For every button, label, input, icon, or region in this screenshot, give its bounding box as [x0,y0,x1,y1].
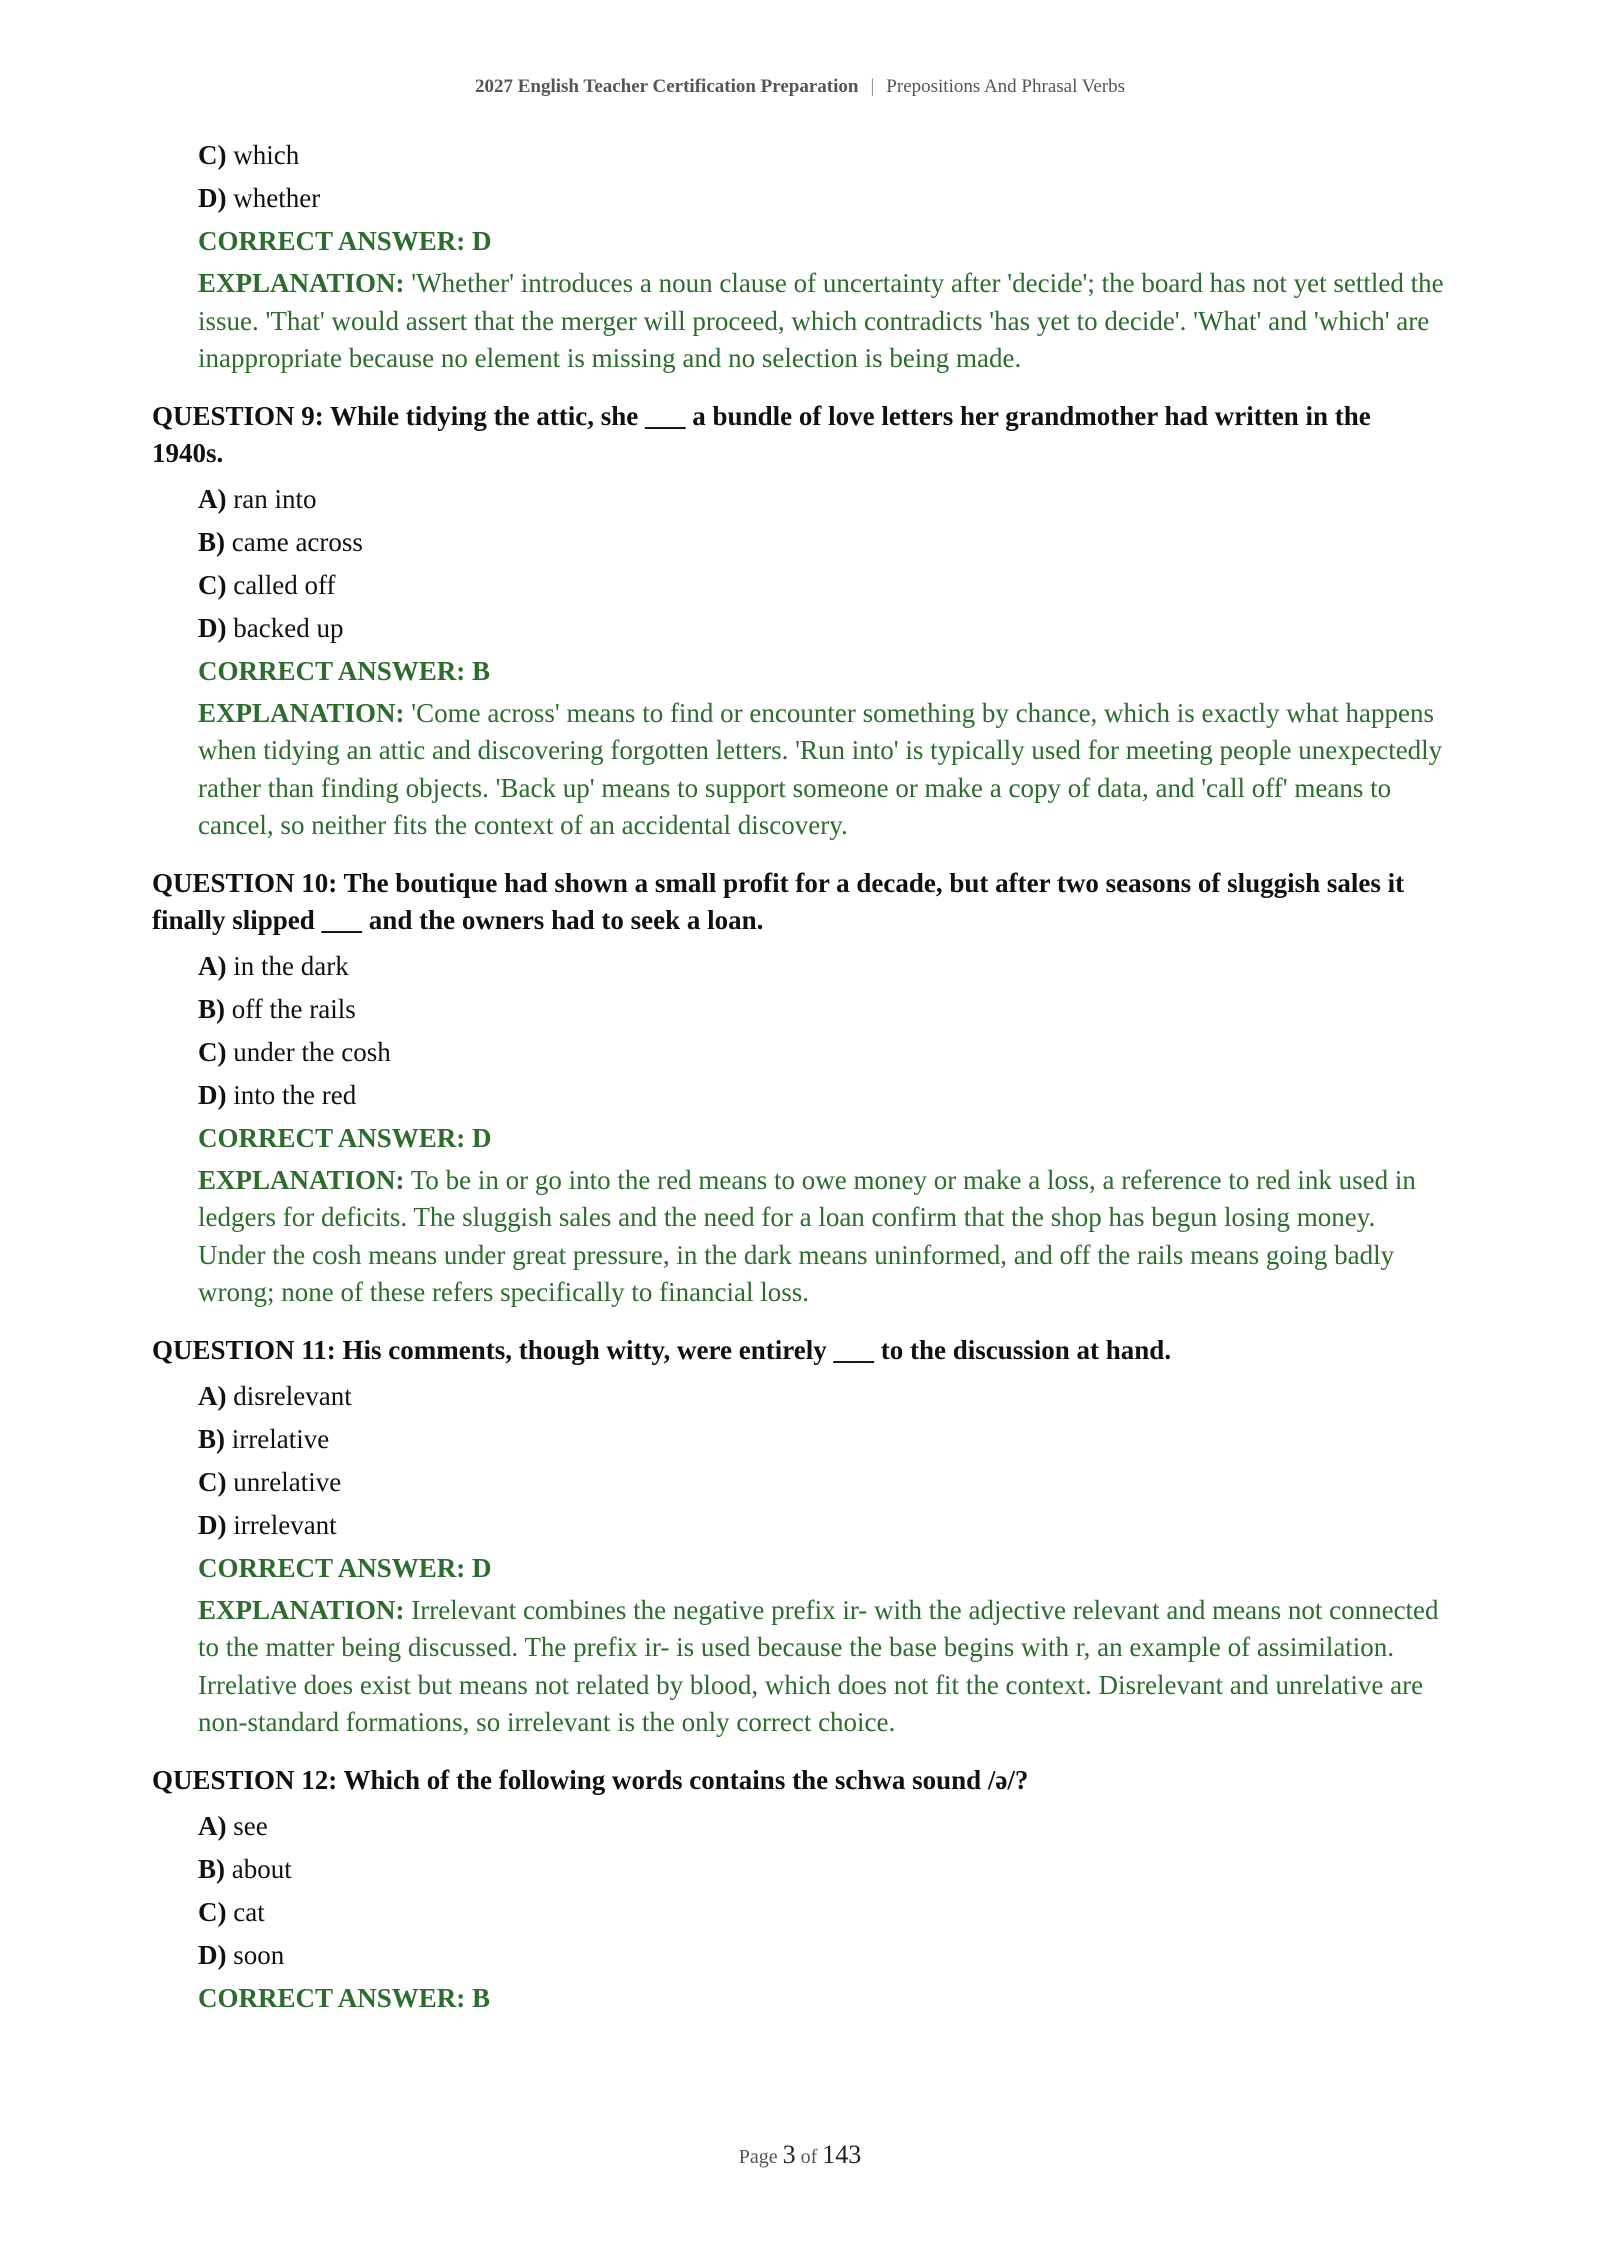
question-12: QUESTION 12: Which of the following words contains the schwa sound /ə/? [152,1764,1029,1795]
option-letter: A) [198,1380,227,1411]
option-text: called off [233,569,336,600]
question-11-options [198,1375,1448,1547]
explanation [198,695,1448,845]
option-text: irrelevant [233,1509,337,1540]
correct-answer: CORRECT ANSWER: D [198,1122,492,1153]
explanation [198,265,1448,378]
header-section: Prepositions And Phrasal Verbs [886,76,1126,97]
option-c [198,1891,1448,1934]
explanation-label: EXPLANATION: [198,1164,405,1195]
explanation-label: EXPLANATION: [198,268,405,298]
footer-total-pages: 143 [822,2140,862,2169]
option-letter: A) [198,483,227,514]
page-content [152,134,1448,2020]
option-letter: C) [198,1466,227,1497]
page-header [0,76,1600,98]
explanation-text: 'Come across' means to find or encounter something by chance, which is exactly what happens when tidying an attic and discovering forgotten letters. 'Run into' is typically used for meeting people unexpectedly rather than finding objects. 'Back up' means to support someone or make a copy of data, and 'call off' means to cancel, so neither fits the context of an accidental discovery. [198,697,1443,840]
footer-page-word: Page [738,2146,778,2168]
option-c [198,1461,1448,1504]
header-title: 2027 English Teacher Certification Preparation [474,76,859,97]
question-11: QUESTION 11: His comments, though witty, were entirely ___ to the discussion at hand. [152,1334,1172,1365]
explanation-text: To be in or go into the red means to owe money or make a loss, a reference to red ink used in ledgers for deficits. The sluggish sales and the need for a loan confirm that the shop has begun losing money. Under the cosh means under great pressure, in the dark means uninformed, and off the rails means going badly wrong; none of these refers specifically to financial loss. [198,1164,1416,1307]
option-c [198,134,1448,177]
option-d [198,1934,1448,1977]
option-text: see [233,1810,268,1841]
option-d [198,1504,1448,1547]
option-letter: C) [198,569,227,600]
explanation-label: EXPLANATION: [198,1594,405,1625]
question-10: QUESTION 10: The boutique had shown a small profit for a decade, but after two seasons of sluggish sales it finally slipped ___ and the owners had to seek a loan. [152,867,1405,935]
option-letter: D) [198,1939,227,1970]
option-text: whether [233,183,321,213]
option-letter: B) [198,526,225,557]
option-letter: D) [198,1079,227,1110]
option-text: came across [231,526,363,557]
explanation-label: EXPLANATION: [198,697,405,728]
option-letter: C) [198,140,227,170]
footer-page-number: 3 [782,2140,796,2169]
question-12-options [198,1805,1448,1977]
option-letter: C) [198,1896,227,1927]
correct-answer: CORRECT ANSWER: B [198,655,491,686]
correct-answer: CORRECT ANSWER: D [198,1552,492,1583]
option-letter: C) [198,1036,227,1067]
option-b [198,1848,1448,1891]
option-letter: B) [198,1853,225,1884]
explanation-text: Irrelevant combines the negative prefix ir- with the adjective relevant and means not connected to the matter being discussed. The prefix ir- is used because the base begins with r, an example of assimilation. Irrelative does exist but means not related by blood, which does not fit the context. Disrelevant and unrelative are non-standard formations, so irrelevant is the only correct choice. [198,1594,1439,1737]
explanation [198,1592,1448,1742]
option-text: about [231,1853,292,1884]
option-text: cat [233,1896,265,1927]
option-letter: D) [198,1509,227,1540]
option-text: off the rails [231,993,356,1024]
option-text: into the red [233,1079,357,1110]
option-a [198,478,1448,521]
option-text: under the cosh [233,1036,391,1067]
option-d [198,177,1448,220]
question-9: QUESTION 9: While tidying the attic, she ___ a bundle of love letters her grandmother had written in the 1940s. [152,400,1371,468]
correct-answer: CORRECT ANSWER: D [198,226,492,256]
correct-answer: CORRECT ANSWER: B [198,1982,491,2013]
option-letter: A) [198,950,227,981]
continued-options [198,134,1448,220]
explanation-text: 'Whether' introduces a noun clause of uncertainty after 'decide'; the board has not yet settled the issue. 'That' would assert that the merger will proceed, which contradicts 'has yet to decide'. 'What' and 'which' are inappropriate because no element is missing and no selection is being made. [198,268,1444,373]
option-b [198,1418,1448,1461]
option-text: irrelative [231,1423,330,1454]
option-a [198,1805,1448,1848]
option-letter: B) [198,993,225,1024]
explanation [198,1162,1448,1312]
header-separator: | [870,76,875,97]
option-text: disrelevant [233,1380,352,1411]
question-10-options [198,945,1448,1117]
option-b [198,521,1448,564]
option-c [198,564,1448,607]
option-letter: D) [198,183,227,213]
option-a [198,945,1448,988]
option-letter: A) [198,1810,227,1841]
option-c [198,1031,1448,1074]
option-a [198,1375,1448,1418]
question-9-options [198,478,1448,650]
option-d [198,1074,1448,1117]
option-text: soon [233,1939,285,1970]
option-text: backed up [233,612,344,643]
option-text: ran into [233,483,317,514]
option-letter: D) [198,612,227,643]
footer-of-word: of [800,2146,818,2168]
option-d [198,607,1448,650]
option-letter: B) [198,1423,225,1454]
option-text: in the dark [233,950,349,981]
option-b [198,988,1448,1031]
page-footer [0,2140,1600,2170]
option-text: unrelative [233,1466,342,1497]
option-text: which [233,140,300,170]
